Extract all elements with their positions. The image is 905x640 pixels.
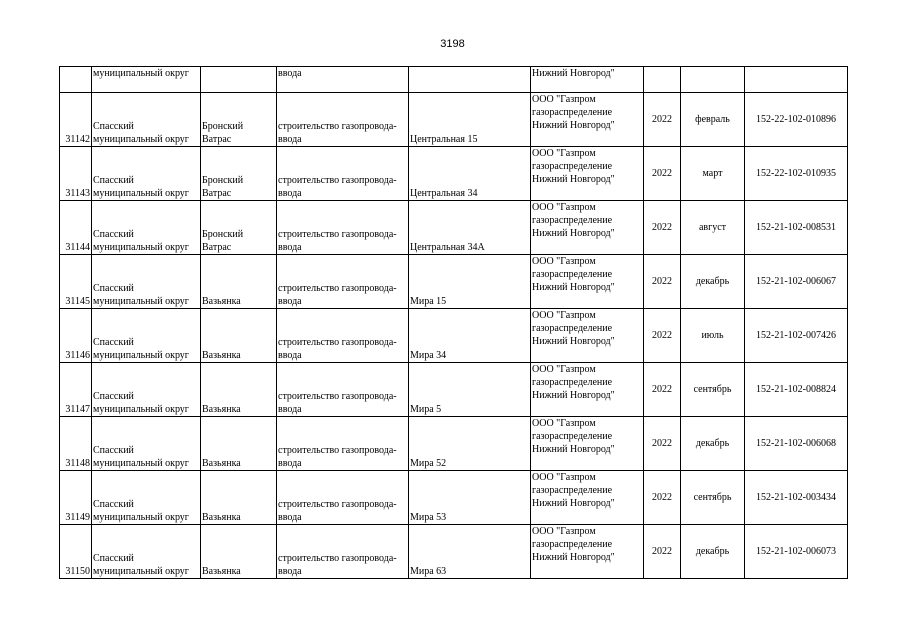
organization-line: ООО "Газпром [532, 148, 596, 159]
district-cell [92, 363, 201, 417]
work-type-cell [277, 67, 409, 93]
organization-line: Нижний Новгород" [532, 174, 615, 185]
district-cell [92, 417, 201, 471]
code-cell: 152-21-102-006067 [745, 255, 848, 309]
settlement-cell [201, 93, 277, 147]
work-type-line: строительство газопровода- [278, 499, 397, 510]
organization-cell [531, 255, 644, 309]
district-line: Спасский [93, 553, 134, 564]
work-type-line: строительство газопровода- [278, 445, 397, 456]
month-cell: сентябрь [681, 363, 745, 417]
district-line: муниципальный округ [93, 458, 189, 469]
settlement-line: Вазьянка [202, 566, 241, 577]
work-type-cell [277, 471, 409, 525]
organization-line: газораспределение [532, 539, 613, 550]
organization-cell [531, 471, 644, 525]
month-cell: август [681, 201, 745, 255]
organization-line: Нижний Новгород" [532, 552, 615, 563]
code-cell: 152-21-102-008824 [745, 363, 848, 417]
district-cell [92, 255, 201, 309]
settlement-line: Ватрас [202, 134, 232, 145]
district-line: Спасский [93, 121, 134, 132]
settlement-cell [201, 417, 277, 471]
code-cell: 152-21-102-006068 [745, 417, 848, 471]
month-cell: декабрь [681, 417, 745, 471]
address-cell [409, 67, 531, 93]
table-row-continued [60, 67, 848, 93]
organization-line: ООО "Газпром [532, 94, 596, 105]
organization-line: газораспределение [532, 215, 613, 226]
work-type-line: ввода [278, 68, 302, 79]
address-cell: Центральная 34 [409, 147, 531, 201]
organization-line: Нижний Новгород" [532, 120, 615, 131]
address-cell: Центральная 34А [409, 201, 531, 255]
district-cell [92, 147, 201, 201]
work-type-line: ввода [278, 242, 302, 253]
district-line: Спасский [93, 337, 134, 348]
row-number-cell: 31145 [60, 255, 92, 309]
organization-line: Нижний Новгород" [532, 68, 615, 79]
district-line: Спасский [93, 445, 134, 456]
row-number-cell [60, 67, 92, 93]
district-line: муниципальный округ [93, 134, 189, 145]
settlement-line: Ватрас [202, 188, 232, 199]
month-cell: июль [681, 309, 745, 363]
settlement-cell [201, 67, 277, 93]
organization-line: Нижний Новгород" [532, 228, 615, 239]
work-type-line: ввода [278, 566, 302, 577]
work-type-line: ввода [278, 188, 302, 199]
year-cell [644, 67, 681, 93]
district-line: муниципальный округ [93, 350, 189, 361]
organization-cell [531, 147, 644, 201]
district-line: муниципальный округ [93, 566, 189, 577]
organization-cell [531, 363, 644, 417]
address-cell: Мира 52 [409, 417, 531, 471]
organization-cell [531, 201, 644, 255]
organization-line: ООО "Газпром [532, 418, 596, 429]
district-cell [92, 525, 201, 579]
page-number: 3198 [440, 38, 465, 50]
organization-line: Нижний Новгород" [532, 390, 615, 401]
work-type-cell [277, 363, 409, 417]
district-line: муниципальный округ [93, 188, 189, 199]
code-cell: 152-21-102-008531 [745, 201, 848, 255]
work-type-line: строительство газопровода- [278, 121, 397, 132]
organization-line: Нижний Новгород" [532, 444, 615, 455]
code-cell: 152-22-102-010896 [745, 93, 848, 147]
month-cell: декабрь [681, 255, 745, 309]
table-row [60, 201, 848, 255]
code-cell: 152-21-102-003434 [745, 471, 848, 525]
work-type-line: ввода [278, 296, 302, 307]
address-cell: Центральная 15 [409, 93, 531, 147]
work-type-cell [277, 201, 409, 255]
district-line: муниципальный округ [93, 404, 189, 415]
settlement-cell [201, 147, 277, 201]
year-cell: 2022 [644, 147, 681, 201]
organization-cell [531, 417, 644, 471]
address-cell: Мира 34 [409, 309, 531, 363]
work-type-line: ввода [278, 512, 302, 523]
work-type-cell [277, 525, 409, 579]
organization-cell [531, 309, 644, 363]
organization-cell [531, 67, 644, 93]
registry-table [59, 66, 848, 579]
code-cell: 152-21-102-007426 [745, 309, 848, 363]
work-type-line: строительство газопровода- [278, 391, 397, 402]
settlement-line: Бронский [202, 121, 244, 132]
settlement-line: Вазьянка [202, 296, 241, 307]
year-cell: 2022 [644, 525, 681, 579]
organization-line: ООО "Газпром [532, 364, 596, 375]
district-line: Спасский [93, 391, 134, 402]
work-type-cell [277, 255, 409, 309]
row-number-cell: 31142 [60, 93, 92, 147]
organization-cell [531, 525, 644, 579]
work-type-cell [277, 417, 409, 471]
row-number-cell: 31147 [60, 363, 92, 417]
organization-line: Нижний Новгород" [532, 336, 615, 347]
organization-line: газораспределение [532, 323, 613, 334]
organization-cell [531, 93, 644, 147]
work-type-line: ввода [278, 134, 302, 145]
settlement-line: Бронский [202, 229, 244, 240]
organization-line: газораспределение [532, 485, 613, 496]
table-row [60, 417, 848, 471]
address-cell: Мира 53 [409, 471, 531, 525]
row-number-cell: 31150 [60, 525, 92, 579]
work-type-cell [277, 93, 409, 147]
settlement-line: Вазьянка [202, 404, 241, 415]
table-row [60, 93, 848, 147]
month-cell [681, 67, 745, 93]
work-type-line: строительство газопровода- [278, 229, 397, 240]
district-line: Спасский [93, 499, 134, 510]
work-type-line: ввода [278, 404, 302, 415]
organization-line: газораспределение [532, 431, 613, 442]
district-line: муниципальный округ [93, 296, 189, 307]
year-cell: 2022 [644, 363, 681, 417]
district-cell [92, 93, 201, 147]
work-type-line: ввода [278, 350, 302, 361]
table-row [60, 309, 848, 363]
district-cell [92, 67, 201, 93]
settlement-cell [201, 525, 277, 579]
year-cell: 2022 [644, 201, 681, 255]
address-cell: Мира 5 [409, 363, 531, 417]
row-number-cell: 31149 [60, 471, 92, 525]
code-cell: 152-21-102-006073 [745, 525, 848, 579]
district-cell [92, 201, 201, 255]
year-cell: 2022 [644, 93, 681, 147]
settlement-cell [201, 471, 277, 525]
organization-line: газораспределение [532, 161, 613, 172]
year-cell: 2022 [644, 255, 681, 309]
settlement-line: Ватрас [202, 242, 232, 253]
year-cell: 2022 [644, 309, 681, 363]
work-type-line: строительство газопровода- [278, 175, 397, 186]
organization-line: Нижний Новгород" [532, 282, 615, 293]
table-row [60, 147, 848, 201]
month-cell: март [681, 147, 745, 201]
settlement-line: Вазьянка [202, 458, 241, 469]
district-line: муниципальный округ [93, 242, 189, 253]
district-line: Спасский [93, 229, 134, 240]
district-line: муниципальный округ [93, 68, 189, 79]
organization-line: газораспределение [532, 107, 613, 118]
settlement-cell [201, 255, 277, 309]
row-number-cell: 31144 [60, 201, 92, 255]
organization-line: Нижний Новгород" [532, 498, 615, 509]
address-cell: Мира 63 [409, 525, 531, 579]
row-number-cell: 31143 [60, 147, 92, 201]
organization-line: ООО "Газпром [532, 202, 596, 213]
month-cell: сентябрь [681, 471, 745, 525]
settlement-line: Бронский [202, 175, 244, 186]
organization-line: газораспределение [532, 377, 613, 388]
district-line: Спасский [93, 175, 134, 186]
table-row [60, 525, 848, 579]
organization-line: ООО "Газпром [532, 526, 596, 537]
work-type-line: строительство газопровода- [278, 553, 397, 564]
row-number-cell: 31148 [60, 417, 92, 471]
year-cell: 2022 [644, 417, 681, 471]
table-body [60, 67, 848, 579]
work-type-line: строительство газопровода- [278, 283, 397, 294]
settlement-line: Вазьянка [202, 512, 241, 523]
code-cell: 152-22-102-010935 [745, 147, 848, 201]
table-row [60, 363, 848, 417]
district-line: Спасский [93, 283, 134, 294]
settlement-cell [201, 363, 277, 417]
district-cell [92, 471, 201, 525]
table-row [60, 255, 848, 309]
work-type-line: ввода [278, 458, 302, 469]
address-cell: Мира 15 [409, 255, 531, 309]
settlement-cell [201, 309, 277, 363]
table-row [60, 471, 848, 525]
organization-line: ООО "Газпром [532, 256, 596, 267]
work-type-line: строительство газопровода- [278, 337, 397, 348]
organization-line: газораспределение [532, 269, 613, 280]
organization-line: ООО "Газпром [532, 310, 596, 321]
work-type-cell [277, 309, 409, 363]
settlement-cell [201, 201, 277, 255]
district-cell [92, 309, 201, 363]
settlement-line: Вазьянка [202, 350, 241, 361]
code-cell [745, 67, 848, 93]
work-type-cell [277, 147, 409, 201]
row-number-cell: 31146 [60, 309, 92, 363]
month-cell: декабрь [681, 525, 745, 579]
year-cell: 2022 [644, 471, 681, 525]
month-cell: февраль [681, 93, 745, 147]
organization-line: ООО "Газпром [532, 472, 596, 483]
district-line: муниципальный округ [93, 512, 189, 523]
